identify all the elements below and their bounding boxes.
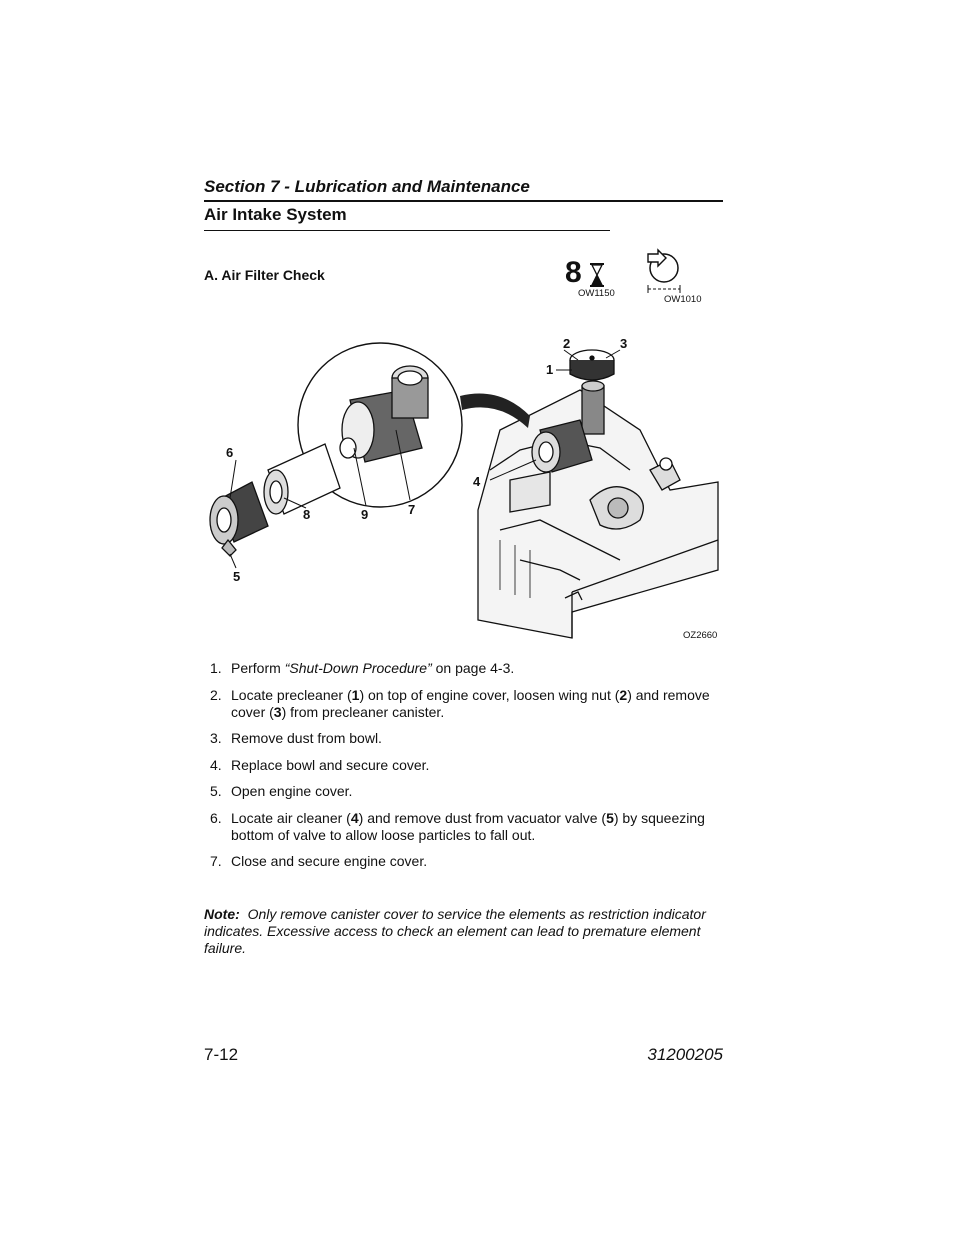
callout-4: 4 <box>473 474 481 489</box>
procedure-steps <box>210 660 730 880</box>
callout-1: 1 <box>546 362 554 377</box>
list-item: 3. Remove dust from bowl. <box>210 730 382 746</box>
engine-cover-access-icon <box>640 246 688 294</box>
note-label: Note: <box>204 906 240 922</box>
air-filter-illustration <box>200 330 730 650</box>
note-text: Only remove canister cover to service the elements as restriction indicator indicates. Excessive access to check an element can lead to premature element failure. <box>204 906 706 956</box>
hours-icon-code: OW1150 <box>578 288 615 299</box>
list-item: 5. Open engine cover. <box>210 783 353 799</box>
list-item: 7. Close and secure engine cover. <box>210 853 428 869</box>
callout-5: 5 <box>233 569 241 584</box>
list-item: 4. Replace bowl and secure cover. <box>210 756 430 773</box>
primary-filter-element <box>264 444 340 514</box>
callout-8: 8 <box>303 507 311 522</box>
list-item: 2. Locate precleaner (1) on top of engine cover, loosen wing nut (2) and remove cover (3) from precleaner canister. <box>210 686 710 720</box>
figure-code: OZ2660 <box>683 630 718 641</box>
callout-9: 9 <box>361 507 369 522</box>
page-number: 7-12 <box>204 1045 239 1064</box>
interval-hours: 8 <box>565 256 582 289</box>
canister-cover <box>210 482 268 556</box>
list-item: 6. Locate air cleaner (4) and remove dust from vacuator valve (5) by squeezing bottom of valve to allow loose particles to fall out. <box>210 809 705 843</box>
access-icon-code: OW1010 <box>664 294 702 305</box>
subsection-title: Air Intake System <box>204 205 347 224</box>
callout-2: 2 <box>563 336 571 351</box>
subsection-rule <box>204 230 610 231</box>
section-title: Section 7 - Lubrication and Maintenance <box>204 177 530 196</box>
callout-3: 3 <box>620 336 628 351</box>
callout-7: 7 <box>408 502 416 517</box>
doc-number: 31200205 <box>647 1045 723 1064</box>
list-item: 1. Perform “Shut-Down Procedure” on page 4-3. <box>210 660 515 676</box>
callout-6: 6 <box>226 445 234 460</box>
header-rule <box>204 200 723 202</box>
hourglass-icon <box>588 262 606 288</box>
step-heading: A. Air Filter Check <box>204 267 325 283</box>
note <box>204 906 724 957</box>
